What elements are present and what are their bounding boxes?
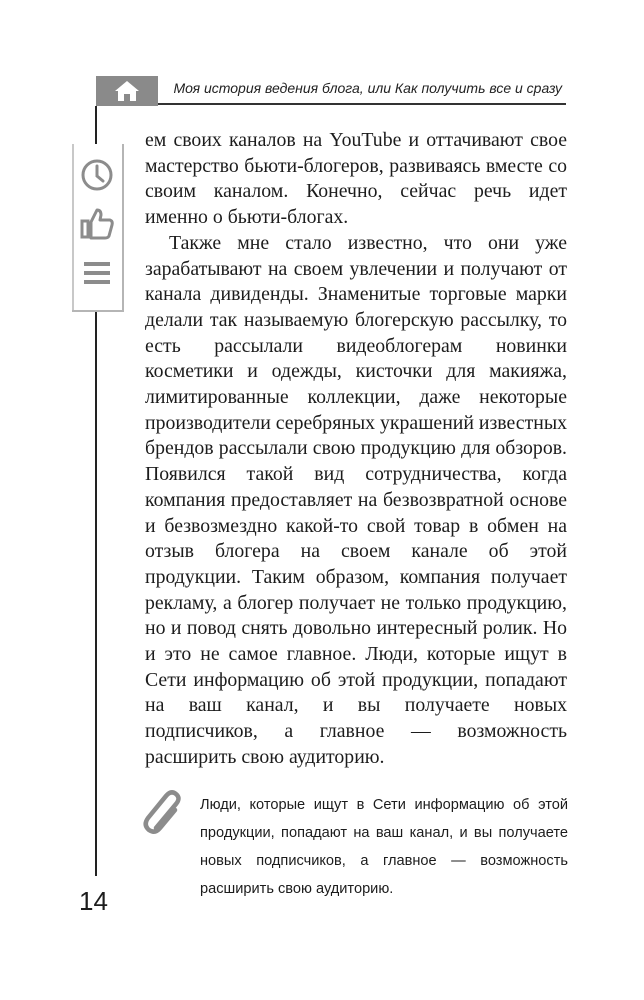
side-toolbar (72, 144, 124, 312)
callout-text: Люди, которые ищут в Сети информацию об этой продукции, попадают на ваш канал, и вы получаете новых подписчиков, а главное — возможность расширить свою аудиторию. (200, 797, 568, 897)
paragraph-continuation: ем своих каналов на YouTube и оттачивают свое мастерство бьюти-блогеров, развиваясь вместе со своим каналом. Конечно, сейчас речь идет именно о бьюти-блогах. (145, 129, 567, 229)
home-button[interactable] (96, 76, 158, 106)
toolbar-left-line (72, 144, 74, 310)
main-text (145, 128, 567, 771)
thumbs-up-icon[interactable] (80, 206, 114, 240)
header-rule (158, 103, 566, 105)
paperclip-icon (142, 790, 184, 836)
clock-icon[interactable] (80, 158, 114, 192)
home-icon (114, 80, 140, 102)
paragraph-main: Также мне стало известно, что они уже зарабатывают на своем увлечении и получают от канала дивиденды. Знаменитые торговые марки делали так называемую блогерскую рассылку, то есть рассылали видеоблогерам новинки косметики и одежды, кисточки для макияжа, лимитированные коллекции, даже некоторые производители серебряных украшений известных брендов рассылали свою продукцию для обзоров. Появился такой вид сотрудничества, когда компания предоставляет на безвозвратной основе и безвозмездно какой-то свой товар в обмен на отзыв блогера на своем канале об этой продукции. Таким образом, компания получает рекламу, а блогер получает не только продукцию, но и повод снять довольно интересный ролик. Но и это не самое главное. Люди, которые ищут в Сети информацию об этой продукции, попадают на ваш канал, и вы получаете новых подписчиков, а главное — возможность расширить свою аудиторию. (145, 231, 567, 768)
running-header-title: Моя история ведения блога, или Как получить все и сразу (173, 80, 562, 96)
page-number: 14 (79, 886, 108, 916)
menu-icon[interactable] (80, 256, 114, 290)
